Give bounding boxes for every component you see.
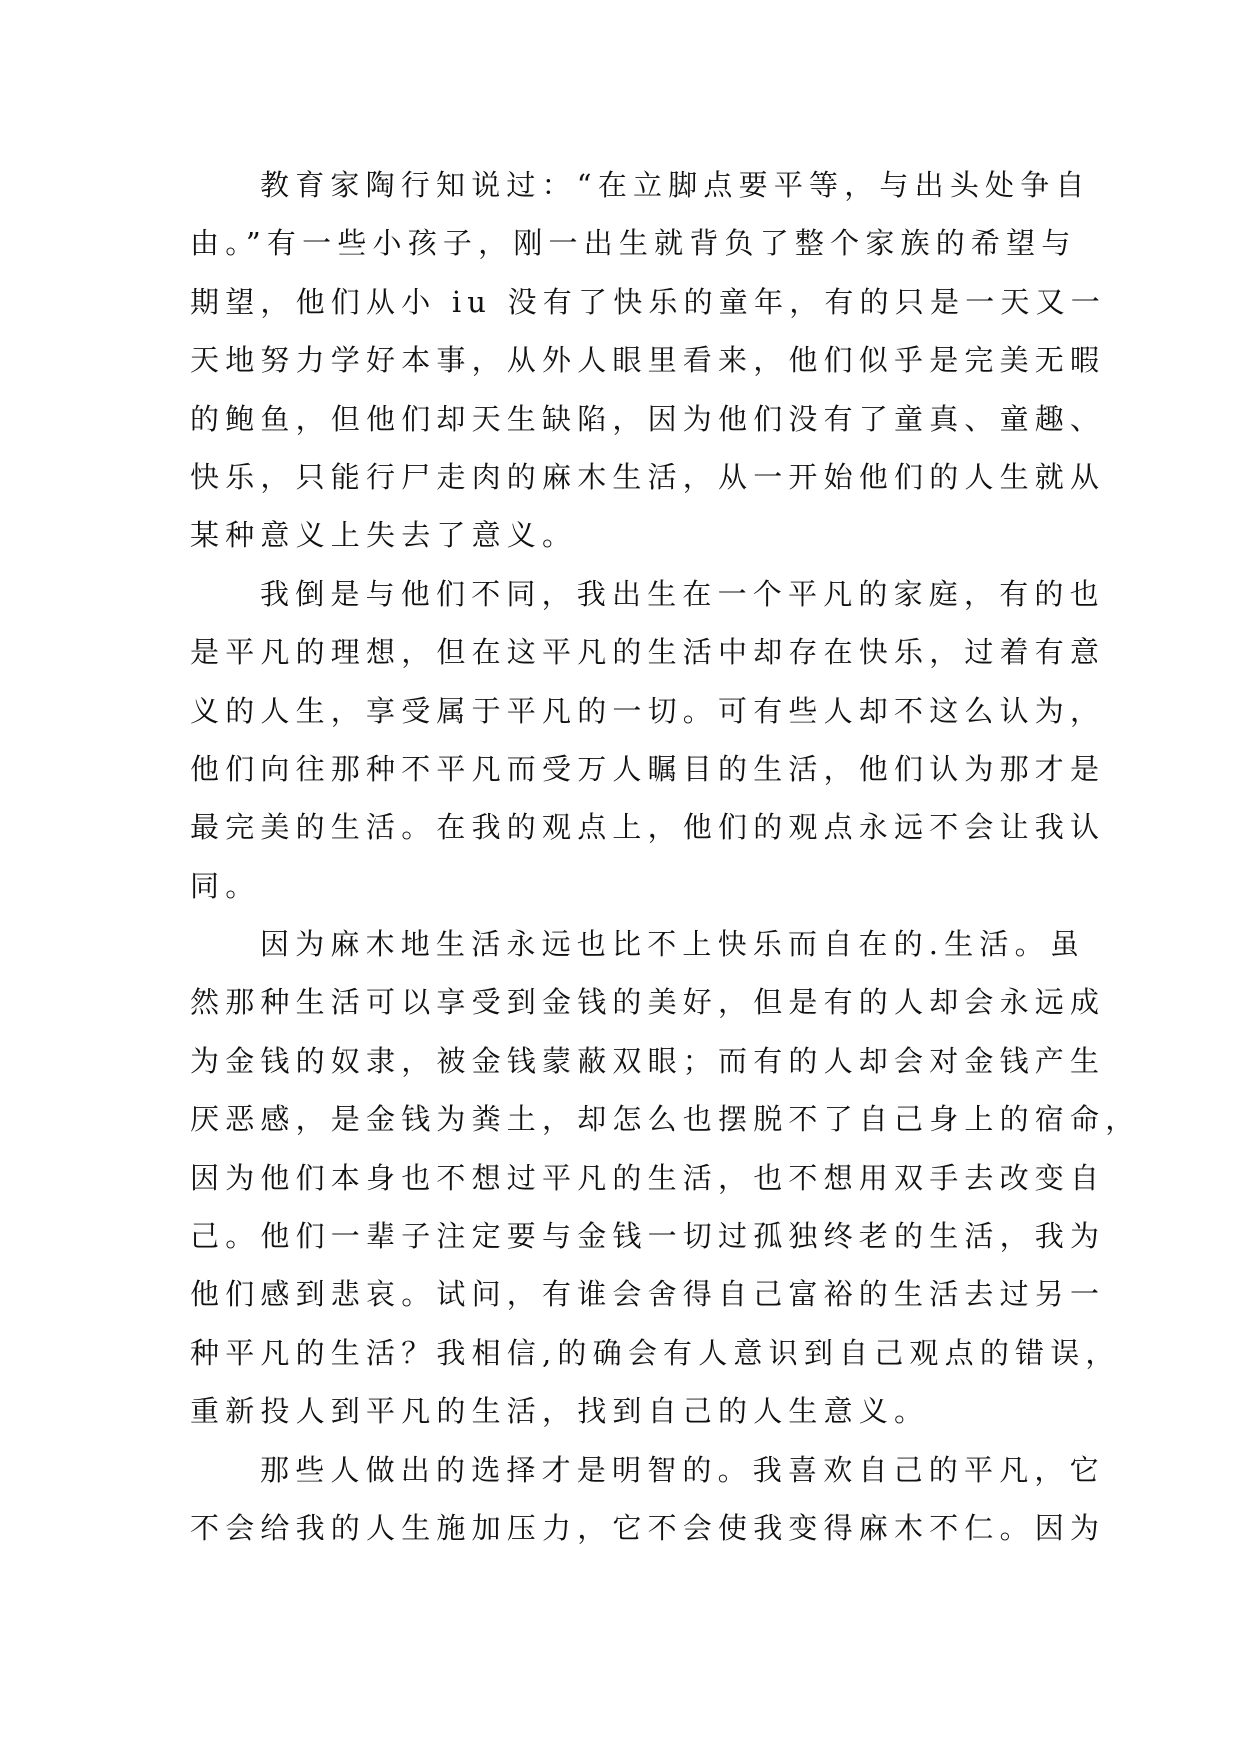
text-line: 义的人生，享受属于平凡的一切。可有些人却不这么认为， — [190, 693, 1106, 728]
text-line: 某种意义上失去了意义。 — [190, 518, 578, 553]
text-line: 己。他们一辈子注定要与金钱一切过孤独终老的生活，我为 — [190, 1219, 1106, 1254]
text-line: 因为他们本身也不想过平凡的生活，也不想用双手去改变自 — [190, 1160, 1106, 1195]
text-line: 天地努力学好本事，从外人眼里看来，他们似乎是完美无暇 — [190, 343, 1106, 378]
text-line: 最完美的生活。在我的观点上，他们的观点永远不会让我认 — [190, 810, 1106, 845]
text-line: 的鲍鱼，但他们却天生缺陷，因为他们没有了童真、童趣、 — [190, 401, 1106, 436]
paragraph-2 — [190, 565, 1106, 915]
text-line: 他们感到悲哀。试问，有谁会舍得自己富裕的生活去过另一 — [190, 1277, 1106, 1312]
text-line: 然那种生活可以享受到金钱的美好，但是有的人却会永远成 — [190, 985, 1106, 1020]
text-line: 他们向往那种不平凡而受万人瞩目的生活，他们认为那才是 — [190, 751, 1106, 786]
text-line: 厌恶感，是金钱为粪土，却怎么也摆脱不了自己身上的宿命， — [190, 1102, 1141, 1137]
text-line: 教育家陶行知说过：“在立脚点要平等，与出头处争自 — [260, 168, 1091, 202]
body-text — [190, 156, 1141, 1557]
text-line: 我倒是与他们不同，我出生在一个平凡的家庭，有的也 — [260, 576, 1105, 611]
text-line: 种平凡的生活？我相信,的确会有人意识到自己观点的错误， — [190, 1335, 1121, 1370]
text-line: 是平凡的理想，但在这平凡的生活中却存在快乐，过着有意 — [190, 635, 1106, 670]
text-line: 不会给我的人生施加压力，它不会使我变得麻木不仁。因为 — [190, 1510, 1106, 1545]
text-line: 因为麻木地生活永远也比不上快乐而自在的.生活。虽 — [260, 927, 1086, 962]
paragraph-3 — [190, 915, 1141, 1441]
text-line: 重新投人到平凡的生活，找到自己的人生意义。 — [190, 1394, 930, 1429]
text-line: 快乐，只能行尸走肉的麻木生活，从一开始他们的人生就从 — [190, 459, 1106, 494]
text-line: 为金钱的奴隶，被金钱蒙蔽双眼；而有的人却会对金钱产生 — [190, 1043, 1106, 1078]
text-line: 同。 — [190, 868, 261, 903]
paragraph-4 — [190, 1441, 1106, 1558]
text-line: 期望，他们从小 iu 没有了快乐的童年，有的只是一天又一 — [190, 284, 1106, 319]
paragraph-1 — [190, 156, 1106, 565]
text-line: 由。”有一些小孩子，刚一出生就背负了整个家族的希望与 — [190, 226, 1077, 261]
text-line: 那些人做出的选择才是明智的。我喜欢自己的平凡，它 — [260, 1452, 1105, 1487]
